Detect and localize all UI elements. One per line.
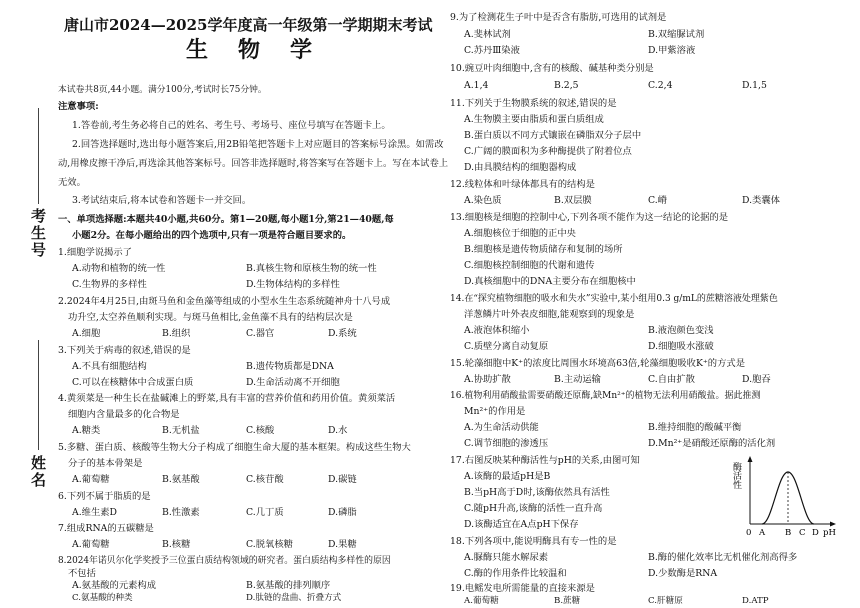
q2-stem: 2.2024年4月25日,由斑马鱼和金鱼藻等组成的小型水生生态系统随神舟十八号成 xyxy=(58,296,391,307)
q5-option-c[interactable]: C.核苷酸 xyxy=(246,474,284,485)
q19-option-c[interactable]: C.肝糖原 xyxy=(648,596,683,606)
subject-title: 生 物 学 xyxy=(186,37,317,63)
q9-option-b[interactable]: B.双缩脲试剂 xyxy=(648,29,705,40)
name-label: 姓名 xyxy=(29,455,47,489)
q15-option-a[interactable]: A.协助扩散 xyxy=(464,374,511,385)
q18-option-a[interactable]: A.脲酶只能水解尿素 xyxy=(464,552,549,563)
note-line: 1.答卷前,考生务必将自己的姓名、考生号、考场号、座位号填写在答题卡上。 xyxy=(72,120,391,131)
q14-stem: 洋葱鳞片叶外表皮细胞,能观察到的现象是 xyxy=(464,309,635,320)
figure-x-arrow xyxy=(830,522,836,527)
q10-option-b[interactable]: B.2,5 xyxy=(554,80,579,91)
q14-option-c[interactable]: C.质壁分离自动复原 xyxy=(464,341,549,352)
q10-option-c[interactable]: C.2,4 xyxy=(648,80,673,91)
exam-number-line xyxy=(38,108,39,204)
figure-y-arrow xyxy=(748,456,753,462)
q10-stem: 10.豌豆叶肉细胞中,含有的核酸、碱基种类分别是 xyxy=(450,63,654,74)
q12-option-c[interactable]: C.嵴 xyxy=(648,195,668,206)
figure-xlabel: pH xyxy=(823,528,836,538)
q19-option-b[interactable]: B.蔗糖 xyxy=(554,596,581,606)
q13-option-d[interactable]: D.真核细胞中的DNA主要分布在细胞核中 xyxy=(464,276,636,287)
q3-stem: 3.下列关于病毒的叙述,错误的是 xyxy=(58,345,191,356)
q15-option-c[interactable]: C.自由扩散 xyxy=(648,374,695,385)
note-line: 3.考试结束后,将本试卷和答题卡一并交回。 xyxy=(72,195,252,206)
q15-option-b[interactable]: B.主动运输 xyxy=(554,374,601,385)
q3-option-d[interactable]: D.生命活动离不开细胞 xyxy=(246,377,340,388)
q16-option-c[interactable]: C.调节细胞的渗透压 xyxy=(464,438,549,449)
q17-stem: 17.右图反映某种酶活性与pH的关系,由图可知 xyxy=(450,455,640,466)
x-tick-label: A xyxy=(759,528,766,538)
q5-option-d[interactable]: D.碳链 xyxy=(328,474,357,485)
name-line xyxy=(38,340,39,450)
q13-option-a[interactable]: A.细胞核位于细胞的正中央 xyxy=(464,228,576,239)
q11-option-a[interactable]: A.生物膜主要由脂质和蛋白质组成 xyxy=(464,114,604,125)
q1-option-a[interactable]: A.动物和植物的统一性 xyxy=(72,263,166,274)
q2-stem: 功升空,太空养鱼顺利实现。与斑马鱼相比,金鱼藻不具有的结构层次是 xyxy=(68,312,353,323)
q16-option-d[interactable]: D.Mn²⁺是硝酸还原酶的活化剂 xyxy=(648,438,776,449)
q17-option-a[interactable]: A.该酶的最适pH是B xyxy=(464,471,551,482)
q6-stem: 6.下列不属于脂质的是 xyxy=(58,491,151,502)
q8-stem: 8.2024年诺贝尔化学奖授予三位蛋白质结构领域的研究者。蛋白质结构多样性的原因 xyxy=(58,556,391,566)
q10-option-d[interactable]: D.1,5 xyxy=(742,80,767,91)
q2-option-c[interactable]: C.器官 xyxy=(246,328,275,339)
q11-stem: 11.下列关于生物膜系统的叙述,错误的是 xyxy=(450,98,617,109)
q7-option-a[interactable]: A.葡萄糖 xyxy=(72,539,110,550)
q16-stem: 16.植物利用硝酸盐需要硝酸还原酶,缺Mn²⁺的植物无法利用硝酸盐。据此推测 xyxy=(450,391,761,401)
q2-option-a[interactable]: A.细胞 xyxy=(72,328,101,339)
q1-option-d[interactable]: D.生物体结构的多样性 xyxy=(246,279,340,290)
q2-option-b[interactable]: B.组织 xyxy=(162,328,191,339)
q4-stem: 细胞内含量最多的化合物是 xyxy=(68,409,180,420)
section-heading: 一、单项选择题:本题共40小题,共60分。第1—20题,每小题1分,第21—40题,每 xyxy=(58,214,394,225)
q4-option-d[interactable]: D.水 xyxy=(328,425,348,436)
q6-option-a[interactable]: A.维生素D xyxy=(72,507,118,518)
q4-option-a[interactable]: A.糖类 xyxy=(72,425,101,436)
q17-option-c[interactable]: C.随pH升高,该酶的活性一直升高 xyxy=(464,503,603,514)
q12-option-d[interactable]: D.类囊体 xyxy=(742,195,780,206)
q5-stem: 分子的基本骨架是 xyxy=(68,458,143,469)
q11-option-c[interactable]: C.广阔的膜面积为多种酶提供了附着位点 xyxy=(464,146,632,157)
q12-option-b[interactable]: B.双层膜 xyxy=(554,195,592,206)
q18-stem: 18.下列各项中,能说明酶具有专一性的是 xyxy=(450,536,617,547)
q10-option-a[interactable]: A.1,4 xyxy=(464,80,489,91)
q12-stem: 12.线粒体和叶绿体都具有的结构是 xyxy=(450,179,595,190)
q19-option-a[interactable]: A.葡萄糖 xyxy=(464,596,499,606)
binding-margin xyxy=(0,0,52,608)
q18-option-d[interactable]: D.少数酶是RNA xyxy=(648,568,718,579)
q8-option-b[interactable]: B.氨基酸的排列顺序 xyxy=(246,580,331,591)
q12-option-a[interactable]: A.染色质 xyxy=(464,195,502,206)
q3-option-c[interactable]: C.可以在核糖体中合成蛋白质 xyxy=(72,377,194,388)
section-heading: 小题2分。在每小题给出的四个选项中,只有一项是符合题目要求的。 xyxy=(72,230,352,241)
x-tick-label: B xyxy=(785,528,792,538)
q9-option-c[interactable]: C.苏丹Ⅲ染液 xyxy=(464,45,520,56)
q11-option-b[interactable]: B.蛋白质以不同方式镶嵌在磷脂双分子层中 xyxy=(464,130,642,141)
q18-option-b[interactable]: B.酶的催化效率比无机催化剂高得多 xyxy=(648,552,798,563)
enzyme-ph-figure xyxy=(726,454,840,538)
note-line: 动,用橡皮擦干净后,再选涂其他答案标号。回答非选择题时,将答案写在答题卡上。写在本试卷上 xyxy=(58,158,449,169)
q19-option-d[interactable]: D.ATP xyxy=(742,596,769,606)
q16-option-a[interactable]: A.为生命活动供能 xyxy=(464,422,539,433)
q6-option-c[interactable]: C.几丁质 xyxy=(246,507,284,518)
q14-option-a[interactable]: A.液泡体积缩小 xyxy=(464,325,530,336)
exam-intro: 本试卷共8页,44小题。满分100分,考试时长75分钟。 xyxy=(58,85,267,95)
q9-option-d[interactable]: D.甲紫溶液 xyxy=(648,45,696,56)
q5-option-a[interactable]: A.葡萄糖 xyxy=(72,474,110,485)
notes-heading: 注意事项: xyxy=(58,101,99,112)
q14-option-d[interactable]: D.细胞吸水涨破 xyxy=(648,341,714,352)
note-line: 无效。 xyxy=(58,177,86,188)
q9-option-a[interactable]: A.斐林试剂 xyxy=(464,29,511,40)
q14-option-b[interactable]: B.液泡颜色变浅 xyxy=(648,325,714,336)
q19-stem: 19.电鳐发电所需能量的直接来源是 xyxy=(450,583,595,594)
q7-stem: 7.组成RNA的五碳糖是 xyxy=(58,523,154,534)
x-tick-label: C xyxy=(799,528,806,538)
q1-stem: 1.细胞学说揭示了 xyxy=(58,247,132,258)
q8-option-c[interactable]: C.氨基酸的种类 xyxy=(72,593,133,603)
q5-option-b[interactable]: B.氨基酸 xyxy=(162,474,200,485)
q7-option-d[interactable]: D.果糖 xyxy=(328,539,357,550)
q4-stem: 4.黄须菜是一种生长在盐碱滩上的野菜,具有丰富的营养价值和药用价值。黄须菜活 xyxy=(58,393,396,404)
q2-option-d[interactable]: D.系统 xyxy=(328,328,357,339)
q5-stem: 5.多糖、蛋白质、核酸等生物大分子构成了细胞生命大厦的基本框架。构成这些生物大 xyxy=(58,442,411,453)
q6-option-b[interactable]: B.性激素 xyxy=(162,507,200,518)
exam-number-label: 考生号 xyxy=(29,208,47,259)
q6-option-d[interactable]: D.磷脂 xyxy=(328,507,357,518)
q3-option-b[interactable]: B.遗传物质都是DNA xyxy=(246,361,334,372)
q13-stem: 13.细胞核是细胞的控制中心,下列各项不能作为这一结论的论据的是 xyxy=(450,212,729,223)
q13-option-c[interactable]: C.细胞核控制细胞的代谢和遗传 xyxy=(464,260,595,271)
q16-option-b[interactable]: B.维持细胞的酸碱平衡 xyxy=(648,422,742,433)
exam-title: 唐山市2024—2025学年度高一年级第一学期期末考试 xyxy=(64,16,433,34)
q7-option-c[interactable]: C.脱氧核糖 xyxy=(246,539,293,550)
note-line: 2.回答选择题时,选出每小题答案后,用2B铅笔把答题卡上对应题目的答案标号涂黑。如需改 xyxy=(72,139,444,150)
q14-stem: 14.在“探究植物细胞的吸水和失水”实验中,某小组用0.3 g/mL的蔗糖溶液处理紫色 xyxy=(450,294,778,304)
q4-option-c[interactable]: C.核酸 xyxy=(246,425,275,436)
q3-option-a[interactable]: A.不具有细胞结构 xyxy=(72,361,147,372)
q11-option-d[interactable]: D.由具膜结构的细胞器构成 xyxy=(464,162,577,173)
q4-option-b[interactable]: B.无机盐 xyxy=(162,425,200,436)
q1-option-b[interactable]: B.真核生物和原核生物的统一性 xyxy=(246,263,377,274)
q1-option-c[interactable]: C.生物界的多样性 xyxy=(72,279,147,290)
x-tick-label: 0 xyxy=(746,528,752,538)
q8-stem: 不包括 xyxy=(68,568,96,579)
x-tick-label: D xyxy=(812,528,819,538)
figure-ylabel: 酶活性 xyxy=(731,462,741,489)
q7-option-b[interactable]: B.核糖 xyxy=(162,539,191,550)
q17-option-d[interactable]: D.该酶适宜在A点pH下保存 xyxy=(464,519,579,530)
q17-option-b[interactable]: B.当pH高于D时,该酶依然具有活性 xyxy=(464,487,610,498)
q16-stem: Mn²⁺的作用是 xyxy=(464,406,526,417)
q15-option-d[interactable]: D.胞吞 xyxy=(742,374,771,385)
q18-option-c[interactable]: C.酶的作用条件比较温和 xyxy=(464,568,567,579)
q8-option-a[interactable]: A.氨基酸的元素构成 xyxy=(72,580,157,591)
q8-option-d[interactable]: D.肽链的盘曲、折叠方式 xyxy=(246,593,342,603)
q9-stem: 9.为了检测花生子叶中是否含有脂肪,可选用的试剂是 xyxy=(450,12,667,23)
q13-option-b[interactable]: B.细胞核是遗传物质储存和复制的场所 xyxy=(464,244,623,255)
q15-stem: 15.轮藻细胞中K⁺的浓度比周围水环境高63倍,轮藻细胞吸收K⁺的方式是 xyxy=(450,358,745,369)
